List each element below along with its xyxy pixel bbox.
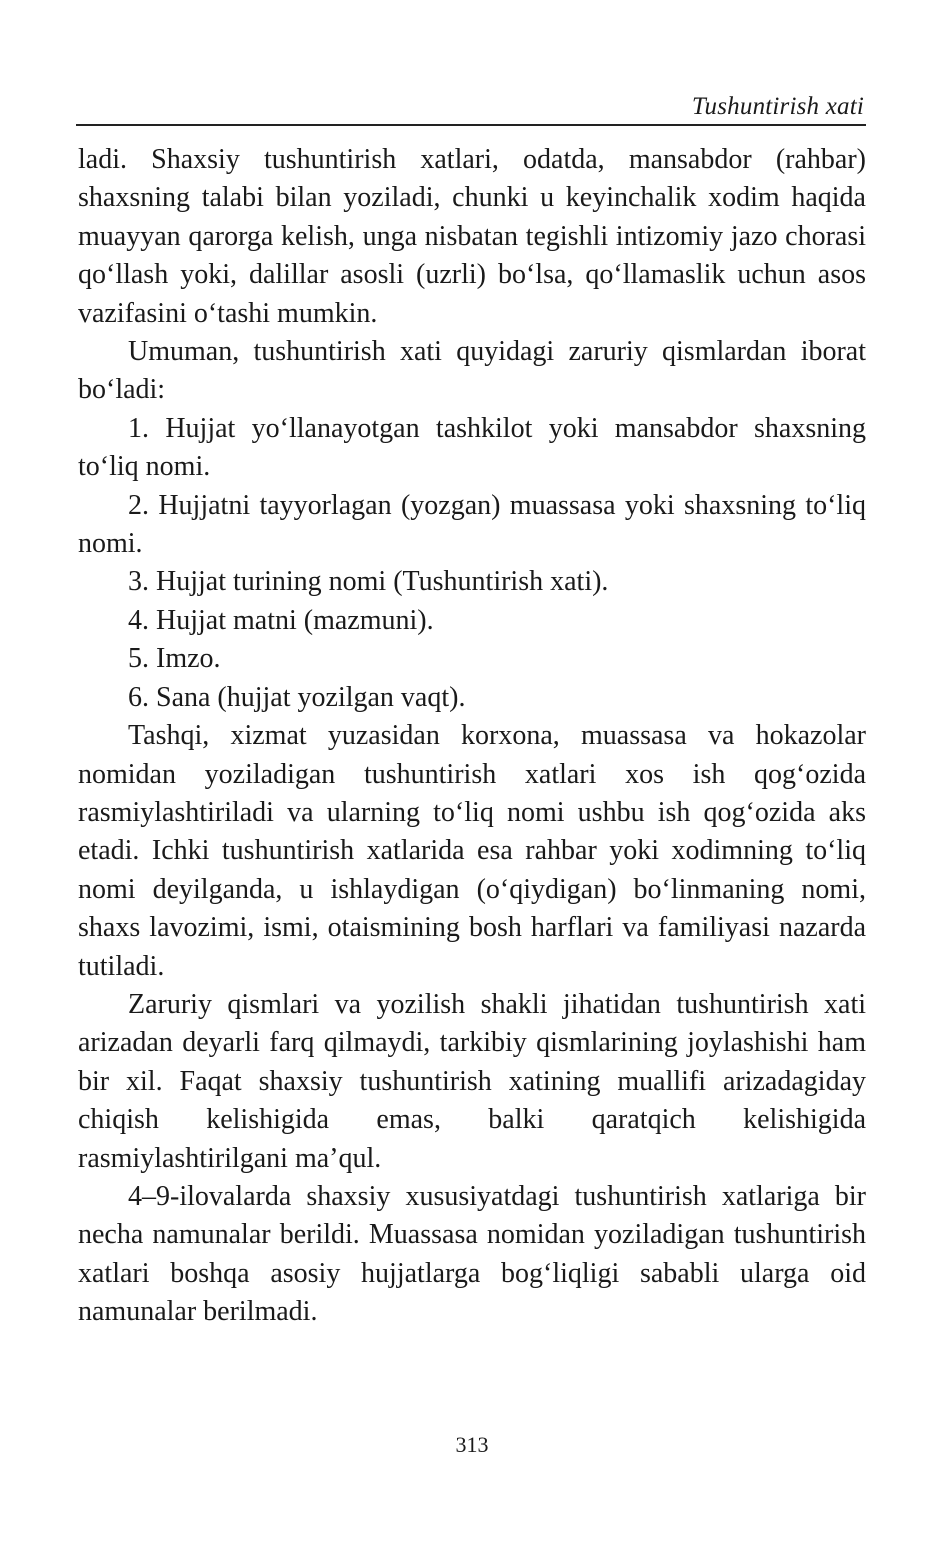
paragraph-external: Tashqi, xizmat yuzasidan korxona, muassasa va hokazolar nomidan yoziladigan tushuntirish xatlari xos ish qog‘ozida rasmiylashtiriladi va ularning to‘liq nomi ushbu ish qog‘ozida aks etadi. Ichki tushuntirish xatlarida esa rahbar yoki xodimning to‘liq nomi deyilganda, u ishlaydigan (o‘qiydigan) bo‘linmaning nomi, shaxs lavozimi, ismi, otaismining bosh harflari va familiyasi nazarda tutiladi. (78, 720, 866, 982)
page-number: 313 (455, 1432, 489, 1457)
list-item-2: 2. Hujjatni tayyorlagan (yozgan) muassasa yoki shaxsning to‘liq nomi. (78, 489, 866, 560)
paragraph-structure: Zaruriy qismlari va yozilish shakli jihatidan tushuntirish xati arizadan deyarli farq qilmaydi, tarkibiy qismlarining joylashishi ham bir xil. Faqat shaxsiy tushuntirish xatining muallifi arizadagiday chiqish kelishigida emas, balki qaratqich kelishigida rasmiylashtirilgani ma’qul. (78, 988, 866, 1174)
list-item-1: 1. Hujjat yo‘llanayotgan tashkilot yoki mansabdor shaxsning to‘liq nomi. (78, 412, 866, 483)
list-item-4: 4. Hujjat matni (mazmuni). (128, 604, 434, 636)
body-text (78, 141, 866, 1332)
paragraph-continued: ladi. Shaxsiy tushuntirish xatlari, odatda, mansabdor (rahbar) shaxsning talabi bilan yoziladi, chunki u keyinchalik xodim haqida muayyan qarorga kelish, unga nisbatan tegishli intizomiy jazo chorasi qo‘llash yoki, dalillar asosli (uzrli) bo‘lsa, qo‘llamaslik uchun asos vazifasini o‘tashi mumkin. (78, 144, 866, 329)
list-item-6: 6. Sana (hujjat yozilgan vaqt). (128, 681, 466, 713)
paragraph-intro: Umuman, tushuntirish xati quyidagi zaruriy qismlardan iborat bo‘ladi: (78, 336, 866, 406)
list-item-3: 3. Hujjat turining nomi (Tushuntirish xati). (128, 566, 609, 598)
paragraph-appendices: 4–9-ilovalarda shaxsiy xususiyatdagi tushuntirish xatlariga bir necha namunalar berildi. Muassasa nomidan yoziladigan tushuntirish xatlari boshqa asosiy hujjatlarga bog‘liqligi sababli ularga oid namunalar berilmadi. (78, 1180, 866, 1328)
list-item-5: 5. Imzo. (128, 643, 221, 675)
header-rule (76, 124, 866, 126)
running-head-title: Tushuntirish xati (691, 93, 864, 120)
